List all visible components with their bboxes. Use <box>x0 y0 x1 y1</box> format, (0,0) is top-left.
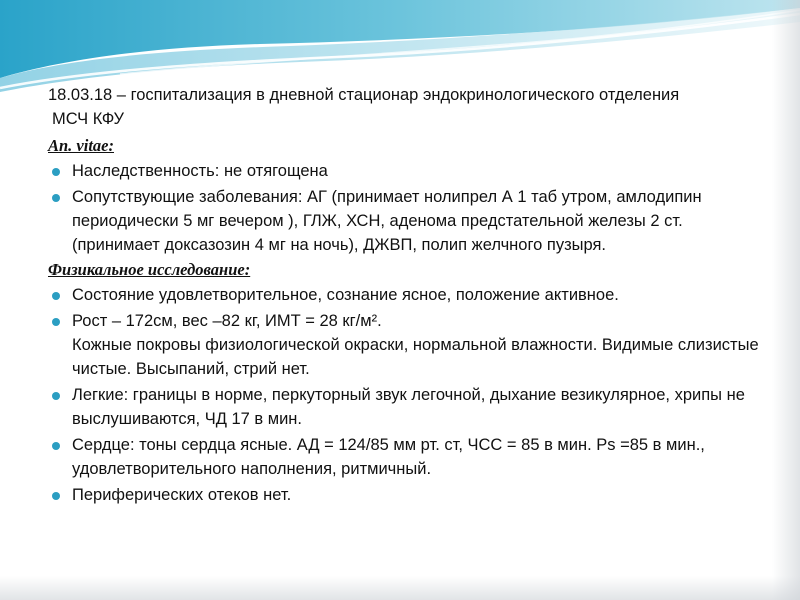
bullet-icon <box>52 442 60 450</box>
slide-content <box>48 83 760 509</box>
right-edge-shade <box>772 0 800 600</box>
list-item: Периферических отеков нет. <box>48 483 760 507</box>
list-item: Рост – 172см, вес –82 кг, ИМТ = 28 кг/м². Кожные покровы физиологической окраски, нормальной влажности. Видимые слизистые чистые. Высыпаний, стрий нет. <box>48 309 760 381</box>
bullet-icon <box>52 318 60 326</box>
bullet-icon <box>52 492 60 500</box>
list-item: Легкие: границы в норме, перкуторный звук легочной, дыхание везикулярное, хрипы не выслушиваются, ЧД 17 в мин. <box>48 383 760 431</box>
bottom-edge-shade <box>0 576 800 600</box>
title-line-1: 18.03.18 – госпитализация в дневной стационар эндокринологического отделения <box>48 86 680 104</box>
bullet-icon <box>52 194 60 202</box>
bullet-icon <box>52 168 60 176</box>
section-heading-physical-exam: Физикальное исследование: <box>48 260 251 279</box>
list-item: Состояние удовлетворительное, сознание ясное, положение активное. <box>48 283 760 307</box>
title-line-2: МСЧ КФУ <box>52 110 125 128</box>
list-item: Сердце: тоны сердца ясные. АД = 124/85 мм рт. ст, ЧСС = 85 в мин. Ps =85 в мин., удовлетворительного наполнения, ритмичный. <box>48 433 760 481</box>
bullet-icon <box>52 392 60 400</box>
list-item: Наследственность: не отягощена <box>48 159 760 183</box>
bullet-icon <box>52 292 60 300</box>
list-item: Сопутствующие заболевания: АГ (принимает нолипрел А 1 таб утром, амлодипин периодически 5 мг вечером ), ГЛЖ, ХСН, аденома предстательной железы 2 ст. (принимает доксазозин 4 мг на ночь), ДЖВП, полип желчного пузыря. <box>48 185 760 257</box>
section-heading-anamnesis: An. vitae: <box>48 136 114 155</box>
slide-title <box>48 83 760 131</box>
